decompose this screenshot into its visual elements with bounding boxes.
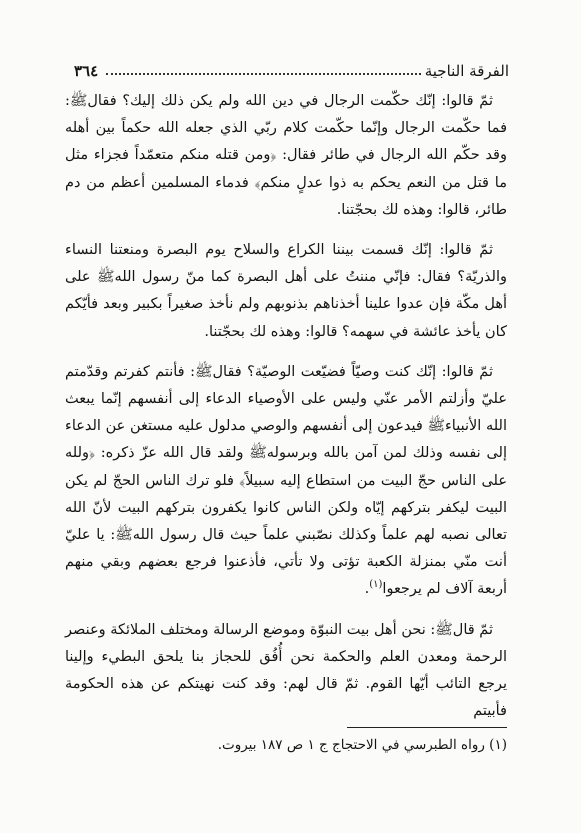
page-number: ٣٦٤ xyxy=(74,62,99,80)
paragraph-4: ثمّ قالﷺ: نحن أهل بيت النبوّة وموضع الرسالة ومختلف الملائكة وعنصر الرحمة ومعدن العلم والحكمة نحن أُفُق للحجاز بنا يلحق البطيء وإلينا يرجع التائب أيّها القوم. ثمّ قال لهم: وقد كنت نهيتكم عن هذه الحكومة فأبيتم xyxy=(65,621,507,720)
page-header xyxy=(66,56,509,82)
footnote: (١) رواه الطبرسي في الاحتجاج ج ١ ص ١٨٧ بيروت. xyxy=(217,737,507,753)
paragraph-2: ثمّ قالوا: إنّك قسمت بيننا الكراع والسلاح يوم البصرة ومنعتنا النساء والذريّة؟ فقال: فإنّي مننتُ على أهل البصرة كما منّ رسول اللهﷺ على أهل مكّة فإن عدوا علينا أخذناهم بذنوبهم ولم نأخذ صغيراً بكبير وبعد فأيّكم كان يأخذ عائشة في سهمه؟ قالوا: وهذه لك بحجّتنا. xyxy=(65,242,507,340)
paragraph-3: ثمّ قالوا: إنّك كنت وصيّاً فضيّعت الوصيّة؟ فقالﷺ: فأنتم كفرتم وقدّمتم عليّ وأزلتم الأمر عنّي وليس على الأوصياء الدعاء إلى أنفسهم إنّما يبعث الله الأنبياءﷺ فيدعون إلى أنفسهم والوصي مدلول عليه مستغن عن الدعاء إلى نفسه وذلك لمن آمن بالله وبرسولهﷺ ولقد قال الله عزّ ذكره: ﴿ولله على الناس حجّ البيت من استطاع إليه سبيلاً﴾ فلو ترك الناس الحجّ لم يكن البيت ليكفر بتركهم إيّاه ولكن الناس كانوا يكفرون بتركهم البيت لأنّ الله تعالى نصبه لهم علماً وكذلك نصّبني علماً حيث قال رسول اللهﷺ: يا عليّ أنت منّي بمنزلة الكعبة تؤتى ولا تأتي، فأذعنوا فرجع بعضهم وبقي منهم أربعة آلاف لم يرجعوا$^{(١)}$. xyxy=(65,363,507,598)
footnote-divider xyxy=(347,727,507,728)
footnote-reference[interactable]: (١) xyxy=(369,579,383,591)
body-text xyxy=(65,88,507,738)
paragraph-3-text: ثمّ قالوا: إنّك كنت وصيّاً فضيّعت الوصيّة؟ فقالﷺ: فأنتم كفرتم وقدّمتم عليّ وأزلتم الأمر عنّي وليس على الأوصياء الدعاء إلى أنفسهم إنّما يبعث الله الأنبياءﷺ فيدعون إلى أنفسهم والوصي مدلول عليه مستغن عن الدعاء إلى نفسه وذلك لمن آمن بالله وبرسولهﷺ ولقد قال الله عزّ ذكره: ﴿ولله على الناس حجّ البيت من استطاع إليه سبيلاً﴾ فلو ترك الناس الحجّ لم يكن البيت ليكفر بتركهم إيّاه ولكن الناس كانوا يكفرون بتركهم البيت لأنّ الله تعالى نصبه لهم علماً وكذلك نصّبني علماً حيث قال رسول اللهﷺ: يا عليّ أنت منّي بمنزلة الكعبة تؤتى ولا تأتي، فأذعنوا فرجع بعضهم وبقي منهم أربعة آلاف لم يرجعوا xyxy=(65,363,507,598)
paragraph-1: ثمّ قالوا: إنّك حكّمت الرجال في دين الله ولم يكن ذلك إليك؟ فقالﷺ: فما حكّمت الرجال وإنّما حكّمت كلام ربّي الذي جعله الله حكماً بين أهله وقد حكّم الله الرجال في طائر فقال: ﴿ومن قتله منكم متعمّداً فجزاء مثل ما قتل من النعم يحكم به ذوا عدلٍ منكم﴾ فدماء المسلمين أعظم من دم طائر، قالوا: وهذه لك بحجّتنا. xyxy=(65,93,507,218)
header-dot-leader xyxy=(106,73,421,75)
running-title: الفرقة الناجية xyxy=(424,62,509,80)
